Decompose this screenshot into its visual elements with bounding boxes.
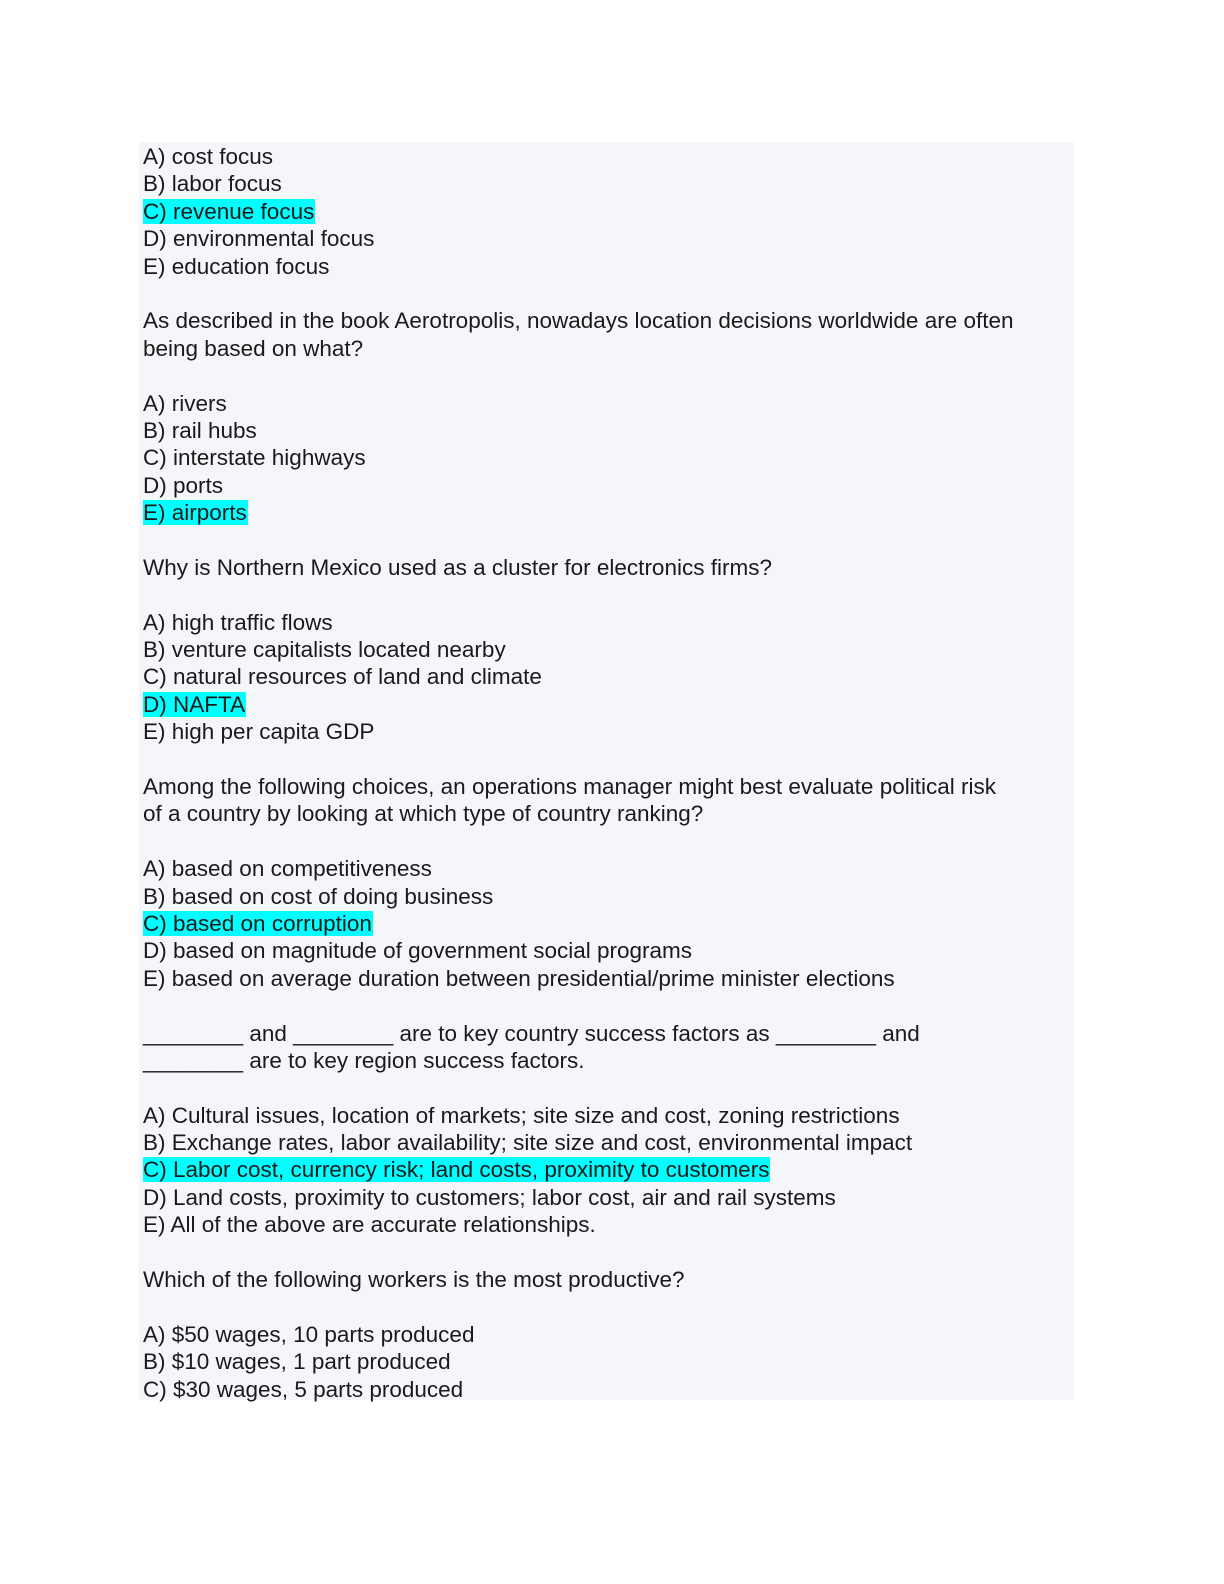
question-text: ________ are to key region success factors. — [143, 1047, 585, 1073]
question-text: Among the following choices, an operations manager might best evaluate political risk — [143, 773, 996, 799]
answer-option-text: E) high per capita GDP — [143, 719, 375, 745]
blank-line — [143, 828, 1068, 855]
answer-option-correct — [143, 691, 1068, 718]
question-text: Why is Northern Mexico used as a cluster for electronics firms? — [143, 554, 772, 580]
blank-line — [143, 581, 1068, 608]
answer-option-correct — [143, 499, 1068, 526]
blank-line — [143, 992, 1068, 1019]
answer-option — [143, 253, 1068, 280]
answer-option-text: E) All of the above are accurate relationships. — [143, 1212, 596, 1238]
answer-option-text: C) $30 wages, 5 parts produced — [143, 1376, 464, 1402]
answer-option-text: E) education focus — [143, 253, 330, 279]
answer-option-correct — [143, 1156, 1068, 1183]
blank-line — [143, 746, 1068, 773]
answer-option-text: C) revenue focus — [143, 198, 315, 224]
answer-option — [143, 1211, 1068, 1238]
answer-option-text: C) Labor cost, currency risk; land costs, proximity to customers — [143, 1157, 770, 1183]
answer-option-text: D) environmental focus — [143, 226, 375, 252]
answer-option-correct — [143, 198, 1068, 225]
answer-option-text: A) based on competitiveness — [143, 856, 432, 882]
answer-option-text: B) venture capitalists located nearby — [143, 637, 506, 663]
question-text: of a country by looking at which type of country ranking? — [143, 801, 704, 827]
answer-option — [143, 143, 1068, 170]
answer-option-text: B) labor focus — [143, 171, 282, 197]
answer-option-text: C) interstate highways — [143, 445, 366, 471]
answer-option-text: B) based on cost of doing business — [143, 883, 494, 909]
answer-option — [143, 1129, 1068, 1156]
answer-option-text: D) Land costs, proximity to customers; labor cost, air and rail systems — [143, 1184, 836, 1210]
answer-option — [143, 663, 1068, 690]
answer-option-correct — [143, 910, 1068, 937]
answer-option-text: A) high traffic flows — [143, 609, 333, 635]
answer-option — [143, 1102, 1068, 1129]
answer-option-text: E) airports — [143, 500, 247, 526]
answer-option-text: D) NAFTA — [143, 691, 246, 717]
answer-option — [143, 1184, 1068, 1211]
answer-option — [143, 855, 1068, 882]
blank-line — [143, 1293, 1068, 1320]
answer-option-text: D) based on magnitude of government social programs — [143, 938, 693, 964]
blank-line — [143, 1239, 1068, 1266]
answer-option — [143, 444, 1068, 471]
document-body — [143, 143, 1068, 1403]
answer-option — [143, 170, 1068, 197]
question-text: As described in the book Aerotropolis, nowadays location decisions worldwide are often — [143, 308, 1014, 334]
answer-option — [143, 609, 1068, 636]
question-text: being based on what? — [143, 335, 364, 361]
answer-option — [143, 1348, 1068, 1375]
question-text: ________ and ________ are to key country success factors as ________ and — [143, 1020, 920, 1046]
answer-option-text: A) cost focus — [143, 144, 274, 169]
answer-option — [143, 1321, 1068, 1348]
answer-option — [143, 417, 1068, 444]
answer-option-text: B) Exchange rates, labor availability; site size and cost, environmental impact — [143, 1130, 913, 1156]
answer-option-text: D) ports — [143, 472, 224, 498]
answer-option — [143, 718, 1068, 745]
answer-option-text: C) natural resources of land and climate — [143, 664, 542, 690]
blank-line — [143, 280, 1068, 307]
answer-option-text: A) $50 wages, 10 parts produced — [143, 1321, 475, 1347]
blank-line — [143, 526, 1068, 553]
answer-option-text: C) based on corruption — [143, 910, 372, 936]
answer-option — [143, 1376, 1068, 1403]
question-text: Which of the following workers is the most productive? — [143, 1267, 685, 1293]
answer-option — [143, 472, 1068, 499]
answer-option — [143, 883, 1068, 910]
blank-line — [143, 1074, 1068, 1101]
blank-line — [143, 362, 1068, 389]
answer-option — [143, 636, 1068, 663]
answer-option-text: E) based on average duration between presidential/prime minister elections — [143, 965, 895, 991]
answer-option — [143, 225, 1068, 252]
answer-option — [143, 965, 1068, 992]
answer-option-text: B) rail hubs — [143, 417, 257, 443]
answer-option-text: A) Cultural issues, location of markets; site size and cost, zoning restrictions — [143, 1102, 900, 1128]
answer-option-text: A) rivers — [143, 390, 227, 416]
answer-option-text: B) $10 wages, 1 part produced — [143, 1349, 451, 1375]
answer-option — [143, 390, 1068, 417]
answer-option — [143, 937, 1068, 964]
